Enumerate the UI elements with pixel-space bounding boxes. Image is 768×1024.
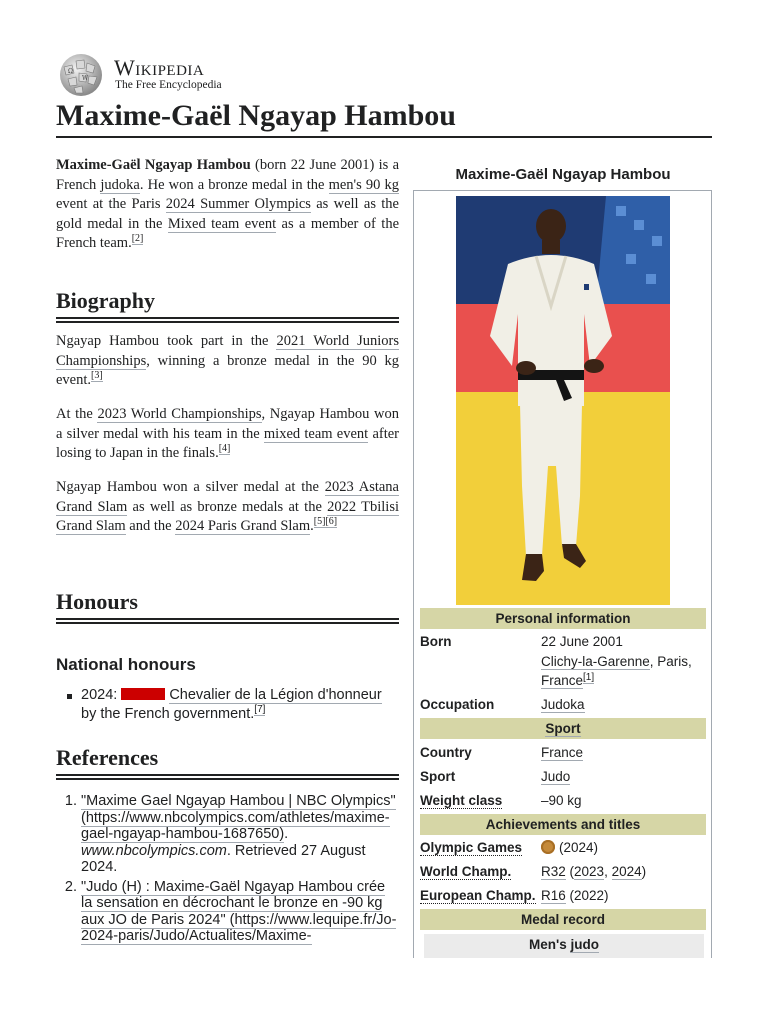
athlete-photo[interactable] (456, 196, 670, 605)
link-world-2024[interactable]: 2024 (611, 864, 642, 879)
infobox-value-world-champ: R32 (2023, 2024) (541, 864, 647, 879)
citation-1[interactable]: [1] (583, 671, 595, 683)
infobox-value-sport (541, 767, 706, 787)
infobox-value-weight-class: –90 kg (541, 793, 582, 808)
link-france-born[interactable]: France (541, 673, 584, 688)
link-round-r32[interactable]: R32 (541, 864, 566, 879)
citation-7[interactable]: [7] (254, 704, 266, 716)
infobox-label-european-champ[interactable]: European Champ. (420, 888, 536, 903)
link-2023-astana-grand-slam[interactable]: 2023 Astana Grand Slam (56, 479, 399, 515)
infobox-value-occupation (541, 695, 706, 715)
page-title: Maxime-Gaël Ngayap Hambou (56, 99, 456, 132)
link-world-2023[interactable]: 2023 (574, 864, 605, 879)
bronze-medal-icon[interactable] (541, 840, 555, 854)
infobox-label-country: Country (420, 745, 472, 760)
heading-references: References (56, 745, 159, 770)
link-legion-honneur[interactable]: Chevalier de la Légion d'honneur (169, 687, 382, 703)
infobox-label-olympic-games[interactable]: Olympic Games (420, 840, 523, 855)
reference-item: 1. "Maxime Gael Ngayap Hambou | NBC Olympics" (https://www.nbcolympics.com/athletes/maxime-gael-ngayap-hambou-1687650). www.nbcolympics.com. Retrieved 27 August 2024. (81, 793, 399, 876)
infobox-label-world-champ[interactable]: World Champ. (420, 864, 512, 879)
svg-text:W: W (82, 75, 89, 82)
infobox-value-country (541, 743, 706, 763)
medal-record-subheader: Men's judo (424, 932, 704, 960)
honours-divider (56, 618, 399, 624)
infobox-label-sport: Sport (420, 769, 456, 784)
wikipedia-globe-logo[interactable] (56, 53, 106, 97)
title-divider (56, 136, 712, 138)
citation-6[interactable]: [6] (325, 516, 338, 528)
biography-paragraph-1: Ngayap Hambou took part in the 2021 World Juniors Championships, winning a bronze medal in the 90 kg event.[3] (56, 333, 400, 388)
infobox-title: Maxime-Gaël Ngayap Hambou (455, 166, 671, 183)
link-mixed-team-event-2[interactable]: mixed team event (263, 425, 369, 442)
link-judo[interactable]: Judo (541, 769, 571, 784)
citation-3[interactable]: [3] (91, 370, 103, 382)
intro-paragraph: Maxime-Gaël Ngayap Hambou (born 22 June 2001) is a French judoka. He won a bronze medal in the men's 90 kg event at the Paris 2024 Summer Olympics as well as the gold medal in the Mixed team event as a member of the French team.[2] (56, 157, 400, 251)
svg-text:Ω: Ω (68, 68, 73, 75)
infobox-value-born: 22 June 2001 Clichy-la-Garenne, Paris, France[1] (541, 634, 692, 688)
citation-5[interactable]: [5] (313, 516, 326, 528)
infobox-header-achievements: Achievements and titles (420, 814, 706, 835)
heading-biography: Biography (56, 288, 156, 313)
intro-bold-name: Maxime-Gaël Ngayap Hambou (56, 157, 251, 173)
infobox-value-olympic-games: (2024) (541, 838, 706, 858)
reference-1-link[interactable]: "Maxime Gael Ngayap Hambou | NBC Olympics" (https://www.nbcolympics.com/athletes/maxime-gael-ngayap-hambou-1687650) (81, 793, 396, 842)
heading-honours: Honours (56, 589, 138, 614)
link-clichy-la-garenne[interactable]: Clichy-la-Garenne (541, 653, 650, 669)
link-round-r16[interactable]: R16 (541, 888, 566, 903)
infobox-label-weight-class[interactable]: Weight class (420, 793, 503, 808)
infobox-value-european-champ: R16 (2022) (541, 888, 609, 903)
citation-4[interactable]: [4] (218, 443, 231, 455)
link-mixed-team-event[interactable]: Mixed team event (167, 215, 277, 232)
infobox-header-sport[interactable]: Sport (420, 718, 706, 739)
infobox-label-born: Born (420, 634, 452, 649)
reference-item (81, 879, 399, 945)
link-2022-tbilisi-grand-slam[interactable]: 2022 Tbilisi Grand Slam (56, 498, 399, 534)
heading-national-honours: National honours (56, 655, 196, 674)
wikipedia-wordmark[interactable]: Wikipedia (114, 55, 205, 80)
infobox-label-occupation: Occupation (420, 697, 495, 712)
infobox-header-personal: Personal information (420, 608, 706, 629)
link-judoka-occupation[interactable]: Judoka (541, 697, 585, 712)
reference-2-link[interactable]: "Judo (H) : Maxime-Gaël Ngayap Hambou crée la sensation en décrochant le bronze en -90 kg aux JO de Paris 2024" (https://www.lequipe.fr/Jo-2024-paris/Judo/Actualites/Maxime- (81, 878, 397, 944)
honours-list (56, 686, 399, 724)
references-list (56, 793, 399, 948)
link-2021-world-juniors[interactable]: 2021 World Juniors Championships (56, 333, 400, 369)
link-2024-summer-olympics[interactable]: 2024 Summer Olympics (165, 196, 311, 212)
list-item: 2024: Chevalier de la Légion d'honneur by the French government.[7] (56, 686, 399, 724)
infobox-header-medal-record: Medal record (420, 909, 706, 930)
link-2024-paris-grand-slam[interactable]: 2024 Paris Grand Slam (175, 518, 311, 534)
biography-paragraph-3: Ngayap Hambou won a silver medal at the 2023 Astana Grand Slam as well as bronze medals at the 2022 Tbilisi Grand Slam and the 2024 Paris Grand Slam.[5][6] (56, 479, 399, 534)
link-judoka[interactable]: judoka (100, 176, 140, 193)
citation-2[interactable]: [2] (131, 233, 144, 245)
biography-paragraph-2: At the 2023 World Championships, Ngayap Hambou won a silver medal with his team in the mixed team event after losing to Japan in the finals.[4] (56, 406, 400, 461)
link-judo-medal[interactable]: judo (570, 937, 599, 952)
biography-divider (56, 317, 399, 323)
link-mens-90kg[interactable]: men's 90 kg (328, 176, 400, 193)
references-divider (56, 774, 399, 780)
page-bottom-margin (0, 958, 768, 1024)
link-2023-world-championships[interactable]: 2023 World Championships (97, 406, 262, 422)
link-france-country[interactable]: France (541, 745, 584, 760)
wikipedia-tagline: The Free Encyclopedia (115, 79, 222, 91)
legion-honneur-ribbon-icon (121, 688, 165, 700)
